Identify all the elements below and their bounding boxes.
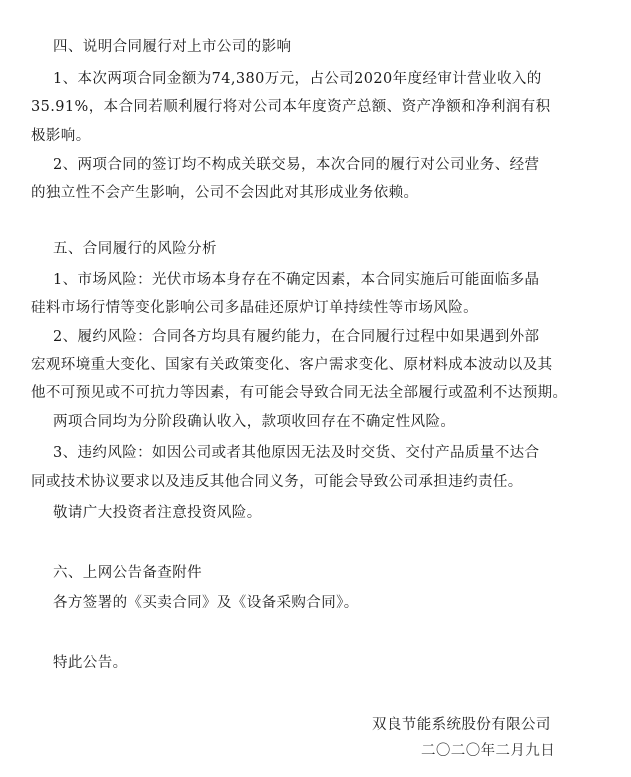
section5-r1-line1: 1、市场风险：光伏市场本身存在不确定因素，本合同实施后可能面临多晶 xyxy=(53,272,540,288)
section5-r1-line2: 硅料市场行情等变化影响公司多晶硅还原炉订单持续性等市场风险。 xyxy=(31,300,478,316)
section4-p1-line3: 极影响。 xyxy=(31,128,91,144)
section5-r3-line2: 同或技术协议要求以及违反其他合同义务，可能会导致公司承担违约责任。 xyxy=(31,474,523,490)
section5-r2-note: 两项合同均为分阶段确认收入，款项收回存在不确定性风险。 xyxy=(53,414,456,430)
section4-heading: 四、说明合同履行对上市公司的影响 xyxy=(53,39,292,55)
company-signature: 双良节能系统股份有限公司 xyxy=(372,717,551,733)
section5-r3-line1: 3、违约风险：如因公司或者其他原因无法及时交货、交付产品质量不达合 xyxy=(53,445,540,461)
section6-line1: 各方签署的《买卖合同》及《设备采购合同》。 xyxy=(53,595,359,611)
section5-r2-line1: 2、履约风险：合同各方均具有履约能力，在合同履行过程中如果遇到外部 xyxy=(53,329,540,345)
signature-date: 二〇二〇年二月九日 xyxy=(421,743,556,759)
section5-r2-line3: 他不可预见或不可抗力等因素，有可能会导致合同无法全部履行或盈利不达预期。 xyxy=(31,385,568,401)
section4-p1-line2: 35.91%，本合同若顺利履行将对公司本年度资产总额、资产净额和净利润有积 xyxy=(31,99,551,115)
closing-text: 特此公告。 xyxy=(53,655,128,671)
section4-p2-line1: 2、两项合同的签订均不构成关联交易，本次合同的履行对公司业务、经营 xyxy=(53,157,540,173)
section5-heading: 五、合同履行的风险分析 xyxy=(53,241,217,257)
section5-reminder: 敬请广大投资者注意投资风险。 xyxy=(53,505,262,521)
section6-heading: 六、上网公告备查附件 xyxy=(53,565,202,581)
section5-r2-line2: 宏观环境重大变化、国家有关政策变化、客户需求变化、原材料成本波动以及其 xyxy=(31,357,553,373)
section4-p2-line2: 的独立性不会产生影响，公司不会因此对其形成业务依赖。 xyxy=(31,185,419,201)
section4-p1-line1: 1、本次两项合同金额为74,380万元，占公司2020年度经审计营业收入的 xyxy=(53,71,542,87)
